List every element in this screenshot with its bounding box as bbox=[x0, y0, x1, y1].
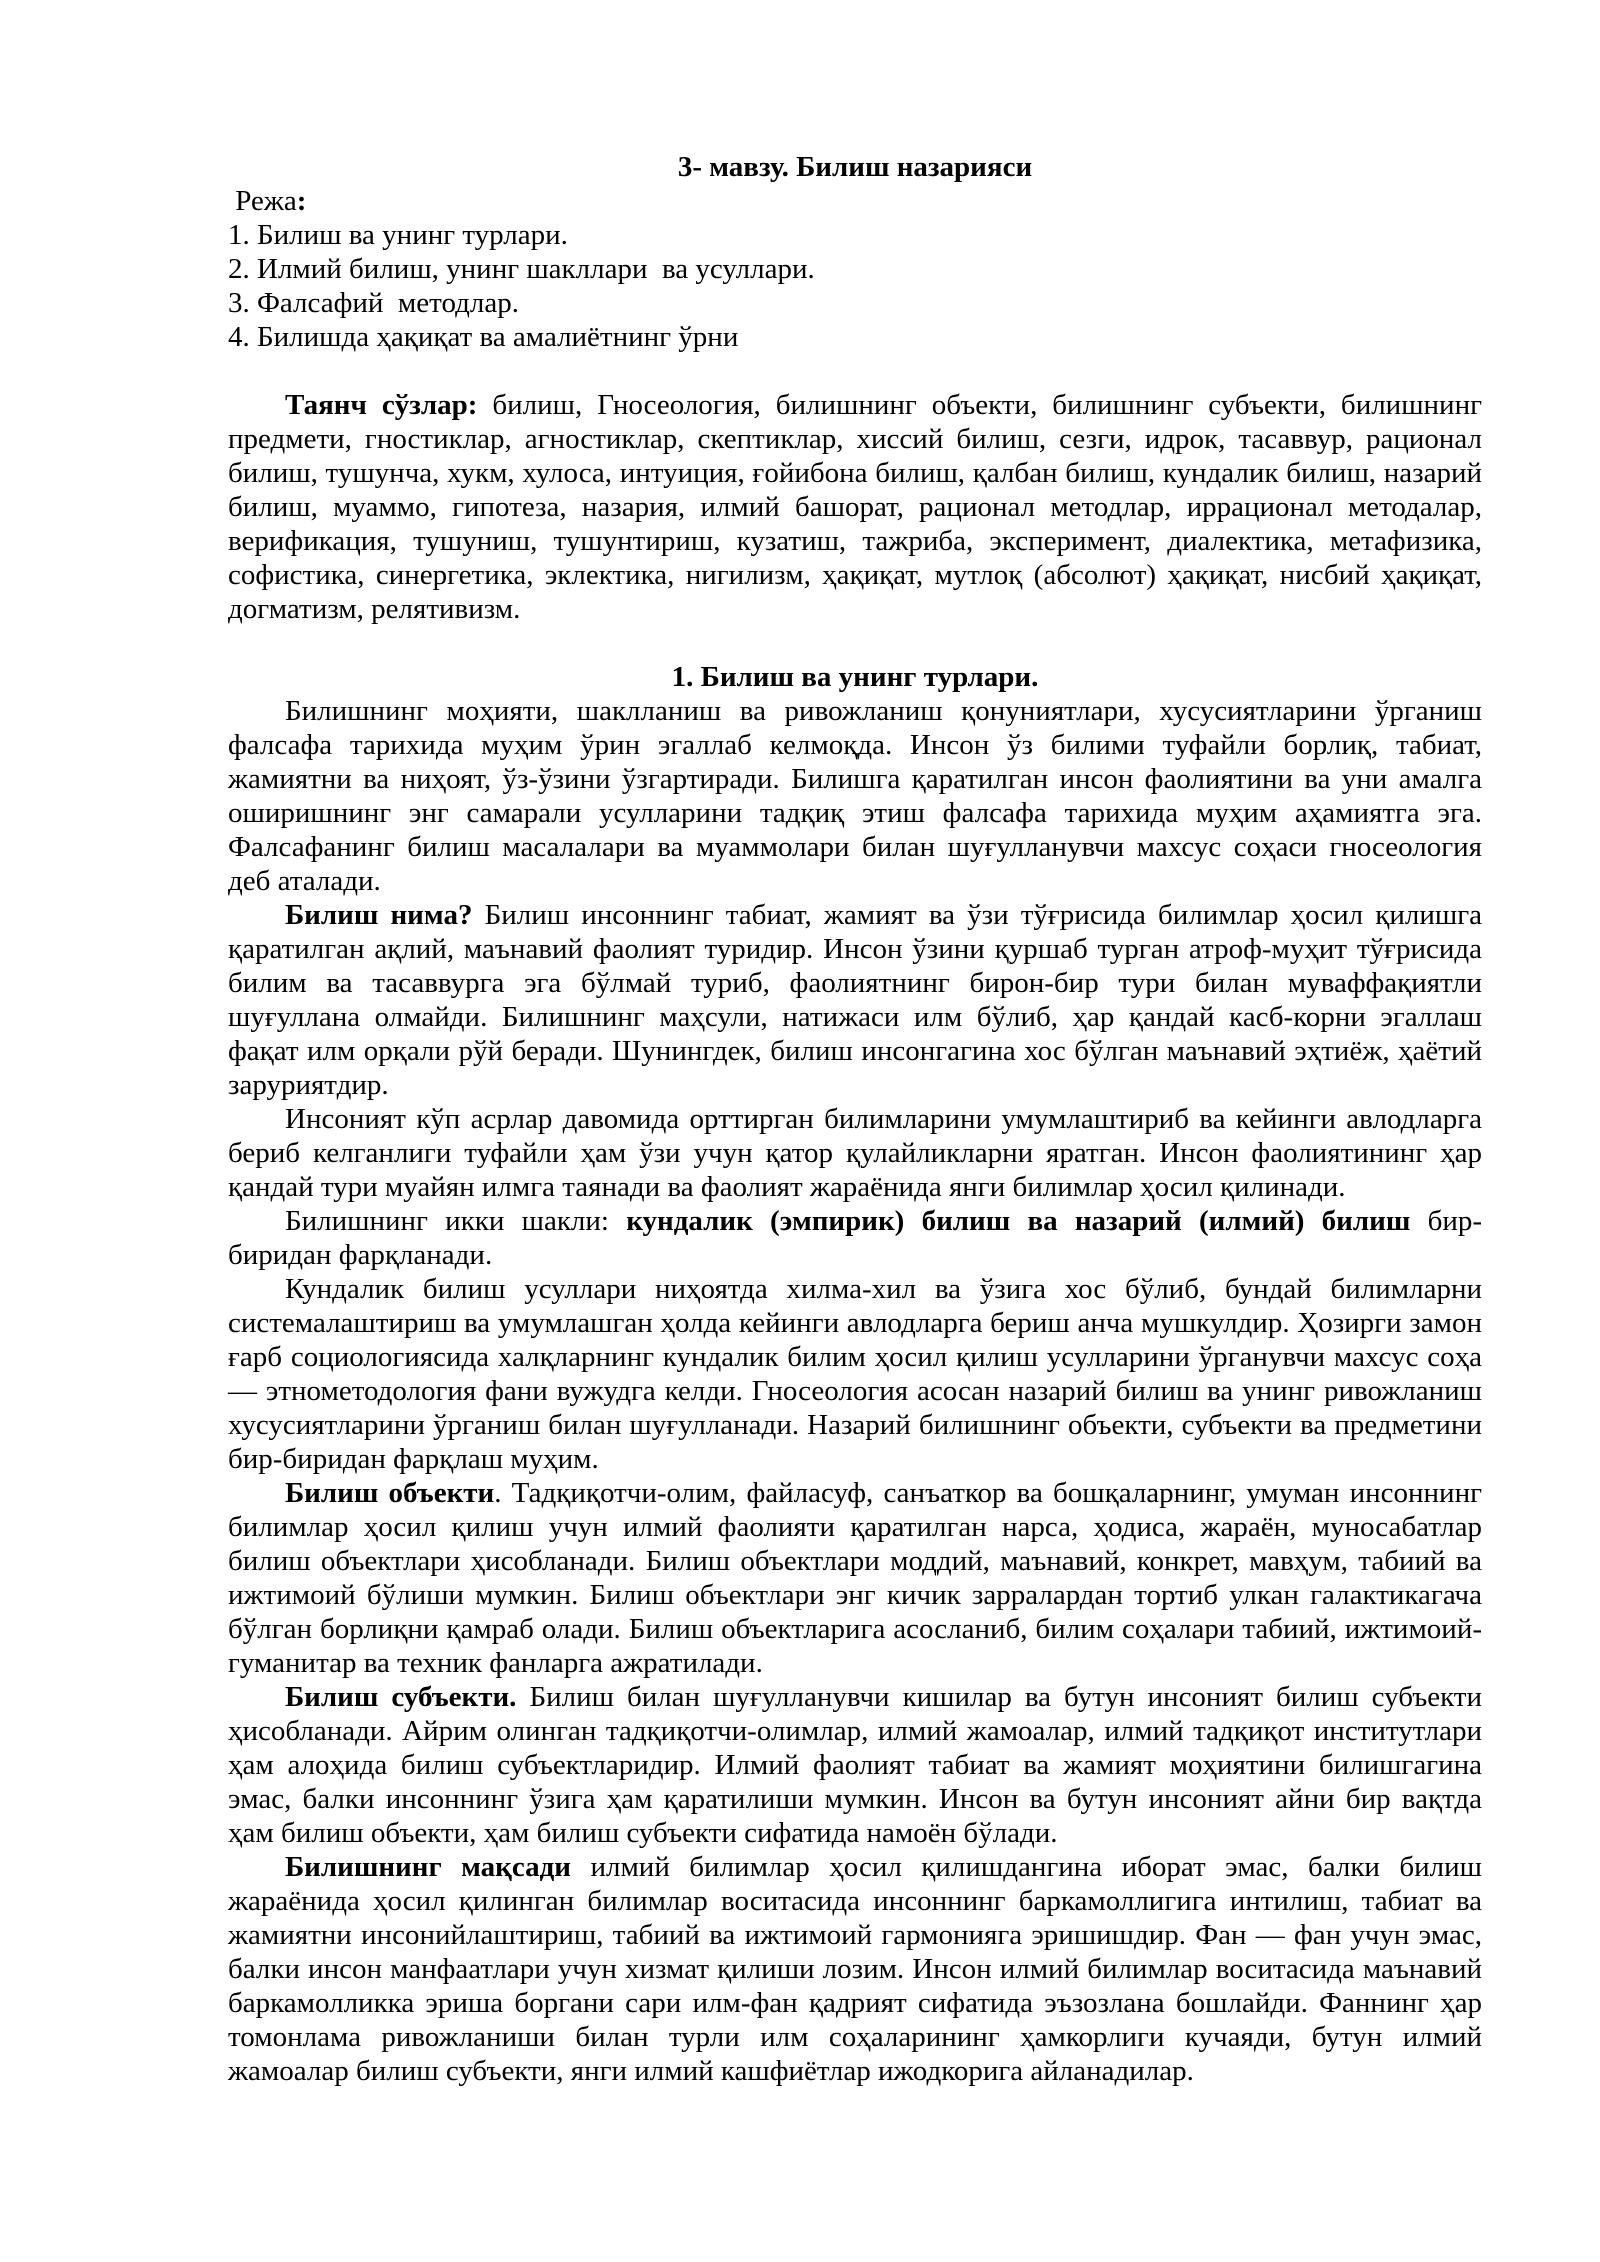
paragraph bbox=[228, 1476, 1482, 1680]
plan-item: 1. Билиш ва унинг турлари. bbox=[228, 219, 568, 251]
bold-run: кундалик (эмпирик) билиш ва назарий (илмий) билиш bbox=[626, 1205, 1411, 1237]
paragraph bbox=[228, 1102, 1482, 1204]
text-run: Билишнинг икки шакли: bbox=[285, 1205, 627, 1237]
paragraph bbox=[228, 1680, 1482, 1850]
paragraph bbox=[228, 1850, 1482, 2088]
paragraph bbox=[228, 898, 1482, 1102]
text-run: билиш, Гносеология, билишнинг объекти, билишнинг субъекти, билишнинг предмети, гностиклар, агностиклар, скептиклар, хиссий билиш, сезги, идрок, тасаввур, рационал билиш, тушунча, хукм, хулоса, интуиция, ғойибона билиш, қалбан билиш, кундалик билиш, назарий билиш, муаммо, гипотеза, назария, илмий башорат, рационал методлар, иррационал методалар, верификация, тушуниш, тушунтириш, кузатиш, тажриба, эксперимент, диалектика, метафизика, софистика, синергетика, эклектика, нигилизм, ҳақиқат, мутлоқ (абсолют) ҳақиқат, нисбий ҳақиқат, догматизм, релятивизм. bbox=[228, 389, 1482, 625]
plan-label-line bbox=[228, 184, 1482, 218]
text-run: . Тадқиқотчи-олим, файласуф, санъаткор ва бошқаларнинг, умуман инсоннинг билимлар ҳосил қилиш учун илмий фаолияти қаратилган нарса, ҳодиса, жараён, муносабатлар билиш объектлари ҳисобланади. Билиш объектлари моддий, маънавий, конкрет, мавҳум, табиий ва ижтимоий бўлиши мумкин. Билиш объектлари энг кичик зарралардан тортиб улкан галактикагача бўлган борлиқни қамраб олади. Билиш объектларига асосланиб, билим соҳалари табиий, ижтимоий-гуманитар ва техник фанларга ажратилади. bbox=[228, 1477, 1482, 1679]
paragraph bbox=[228, 1204, 1482, 1272]
section-heading: 1. Билиш ва унинг турлари. bbox=[671, 661, 1039, 693]
bold-run: Билиш нима? bbox=[285, 899, 473, 931]
text-run: илмий билимлар ҳосил қилишдангина иборат эмас, балки билиш жараёнида ҳосил қилинган билимлар воситасида инсоннинг баркамоллигига интилиш, табиат ва жамиятни инсонийлаштириш, табиий ва ижтимоий гармонияга эришишдир. Фан — фан учун эмас, балки инсон манфаатлари учун хизмат қилиши лозим. Инсон илмий билимлар воситасида маънавий баркамолликка эриша боргани сари илм-фан қадрият сифатида эъзозлана бошлайди. Фаннинг ҳар томонлама ривожланиши билан турли илм соҳаларининг ҳамкорлиги кучаяди, бутун илмий жамоалар билиш субъекти, янги илмий кашфиётлар ижодкорига айланадилар. bbox=[228, 1851, 1482, 2087]
keywords-paragraph bbox=[228, 388, 1482, 626]
paragraph bbox=[228, 1272, 1482, 1476]
plan-item: 4. Билишда ҳақиқат ва амалиётнинг ўрни bbox=[228, 321, 739, 353]
text-run: бир-биридан фарқланади. bbox=[228, 1205, 1482, 1271]
section-paragraphs bbox=[228, 694, 1482, 2088]
text-run: Билишнинг моҳияти, шаклланиш ва ривожланиш қонуниятлари, хусусиятларини ўрганиш фалсафа тарихида муҳим ўрин эгаллаб келмоқда. Инсон ўз билими туфайли борлиқ, табиат, жамиятни ва ниҳоят, ўз-ўзини ўзгартиради. Билишга қаратилган инсон фаолиятини ва уни амалга оширишнинг энг самарали усулларини тадқиқ этиш фалсафа тарихида муҳим аҳамиятга эга. Фалсафанинг билиш масалалари ва муаммолари билан шуғулланувчи махсус соҳаси гносеология деб аталади. bbox=[228, 695, 1482, 897]
plan-item: 2. Илмий билиш, унинг шакллари ва усуллари. bbox=[228, 253, 815, 285]
document-title: 3- мавзу. Билиш назарияси bbox=[677, 151, 1033, 183]
bold-run: Билиш субъекти. bbox=[285, 1681, 517, 1713]
plan-list bbox=[228, 218, 1482, 354]
text-run: Билиш инсоннинг табиат, жамият ва ўзи тўғрисида билимлар ҳосил қилишга қаратилган ақлий, маънавий фаолият туридир. Инсон ўзини қуршаб турган атроф-муҳит тўғрисида билим ва тасаввурга эга бўлмай туриб, фаолиятнинг бирон-бир тури билан муваффақиятли шуғуллана олмайди. Билишнинг маҳсули, натижаси илм бўлиб, ҳар қандай касб-корни эгаллаш фақат илм орқали рўй беради. Шунингдек, билиш инсонгагина хос бўлган маънавий эҳтиёж, ҳаётий заруриятдир. bbox=[228, 899, 1482, 1101]
plan-item: 3. Фалсафий методлар. bbox=[228, 287, 519, 319]
plan-colon: : bbox=[296, 185, 307, 217]
bold-run: Билишнинг мақсади bbox=[285, 1851, 571, 1883]
plan-label: Режа bbox=[228, 185, 297, 217]
bold-run: Билиш объекти bbox=[285, 1477, 495, 1509]
document-page bbox=[228, 150, 1482, 2088]
text-run: Билиш билан шуғулланувчи кишилар ва бутун инсоният билиш субъекти ҳисобланади. Айрим олинган тадқиқотчи-олимлар, илмий жамоалар, илмий тадқиқот институтлари ҳам алоҳида билиш субъектларидир. Илмий фаолият табиат ва жамият моҳиятини билишгагина эмас, балки инсоннинг ўзига ҳам қаратилиши мумкин. Инсон ва бутун инсоният айни бир вақтда ҳам билиш объекти, ҳам билиш субъекти сифатида намоён бўлади. bbox=[228, 1681, 1482, 1849]
paragraph bbox=[228, 694, 1482, 898]
text-run: Инсоният кўп асрлар давомида орттирган билимларини умумлаштириб ва кейинги авлодларга бериб келганлиги туфайли ҳам ўзи учун қатор қулайликларни яратган. Инсон фаолиятининг ҳар қандай тури муайян илмга таянади ва фаолият жараёнида янги билимлар ҳосил қилинади. bbox=[228, 1103, 1482, 1203]
text-run: Кундалик билиш усуллари ниҳоятда хилма-хил ва ўзига хос бўлиб, бундай билимларни системалаштириш ва умумлашган ҳолда кейинги авлодларга бериш анча мушкулдир. Ҳозирги замон ғарб социологиясида халқларнинг кундалик билим ҳосил қилиш усулларини ўрганувчи махсус соҳа — этнометодология фани вужудга келди. Гносеология асосан назарий билиш ва унинг ривожланиш хусусиятларини ўрганиш билан шуғулланади. Назарий билишнинг объекти, субъекти ва предметини бир-биридан фарқлаш муҳим. bbox=[228, 1273, 1482, 1475]
bold-run: Таянч сўзлар: bbox=[285, 389, 478, 421]
